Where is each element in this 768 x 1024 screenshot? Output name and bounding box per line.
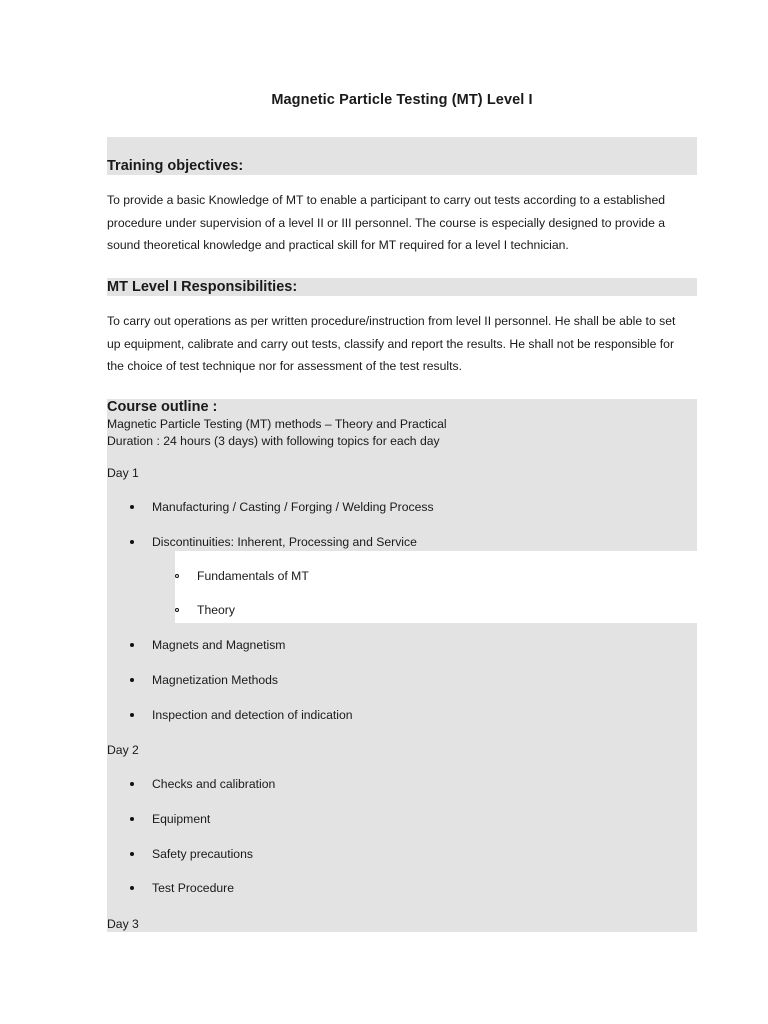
bullet-icon: [130, 505, 134, 509]
bullet-icon: [130, 678, 134, 682]
hollow-bullet-icon: [175, 574, 179, 578]
day-1-label: Day 1: [107, 466, 139, 480]
list-item-text: Manufacturing / Casting / Forging / Welding Process: [152, 500, 434, 514]
paragraph-line: To provide a basic Knowledge of MT to enable a participant to carry out tests according to a established: [107, 193, 666, 207]
paragraph-line: sound theoretical knowledge and practical skill for MT required for a level I technician.: [107, 238, 569, 252]
bullet-icon: [130, 782, 134, 786]
list-item-text: Magnetization Methods: [152, 673, 279, 687]
bullet-icon: [130, 852, 134, 856]
training-objectives-paragraph: [107, 189, 702, 257]
paragraph-line: up equipment, calibrate and carry out tests, classify and report the results. He shall not be responsible for: [107, 336, 675, 351]
list-item-text: Equipment: [152, 812, 211, 826]
bullet-icon: [130, 886, 134, 890]
bullet-icon: [130, 643, 134, 647]
course-outline-heading: Course outline :: [107, 399, 218, 415]
list-item-text: Safety precautions: [152, 847, 253, 861]
bullet-icon: [130, 817, 134, 821]
list-item-text: Fundamentals of MT: [197, 569, 309, 583]
paragraph-line: To carry out operations as per written procedure/instruction from level II personnel. He shall be able to set: [107, 314, 676, 328]
list-item-text: Inspection and detection of indication: [152, 708, 353, 722]
list-item-text: Checks and calibration: [152, 777, 276, 791]
day-2-label: Day 2: [107, 743, 139, 757]
list-item-text: Discontinuities: Inherent, Processing and Service: [152, 535, 417, 549]
list-item-text: Test Procedure: [152, 881, 234, 895]
list-item-text: Theory: [197, 603, 235, 617]
document-title: Magnetic Particle Testing (MT) Level I: [271, 92, 533, 108]
responsibilities-paragraph: [107, 310, 702, 378]
bullet-icon: [130, 540, 134, 544]
paragraph-line: procedure under supervision of a level II or III personnel. The course is especially designed to provide a: [107, 215, 666, 230]
course-outline-shading: [107, 551, 175, 623]
course-outline-duration: Duration : 24 hours (3 days) with following topics for each day: [107, 434, 440, 448]
paragraph-line: the choice of test technique nor for assessment of the test results.: [107, 359, 462, 373]
hollow-bullet-icon: [175, 608, 179, 612]
responsibilities-heading: MT Level I Responsibilities:: [107, 279, 298, 295]
course-outline-method: Magnetic Particle Testing (MT) methods – Theory and Practical: [107, 417, 447, 431]
day-3-label: Day 3: [107, 917, 139, 931]
list-item-text: Magnets and Magnetism: [152, 638, 286, 652]
training-objectives-heading: Training objectives:: [107, 158, 244, 174]
bullet-icon: [130, 713, 134, 717]
